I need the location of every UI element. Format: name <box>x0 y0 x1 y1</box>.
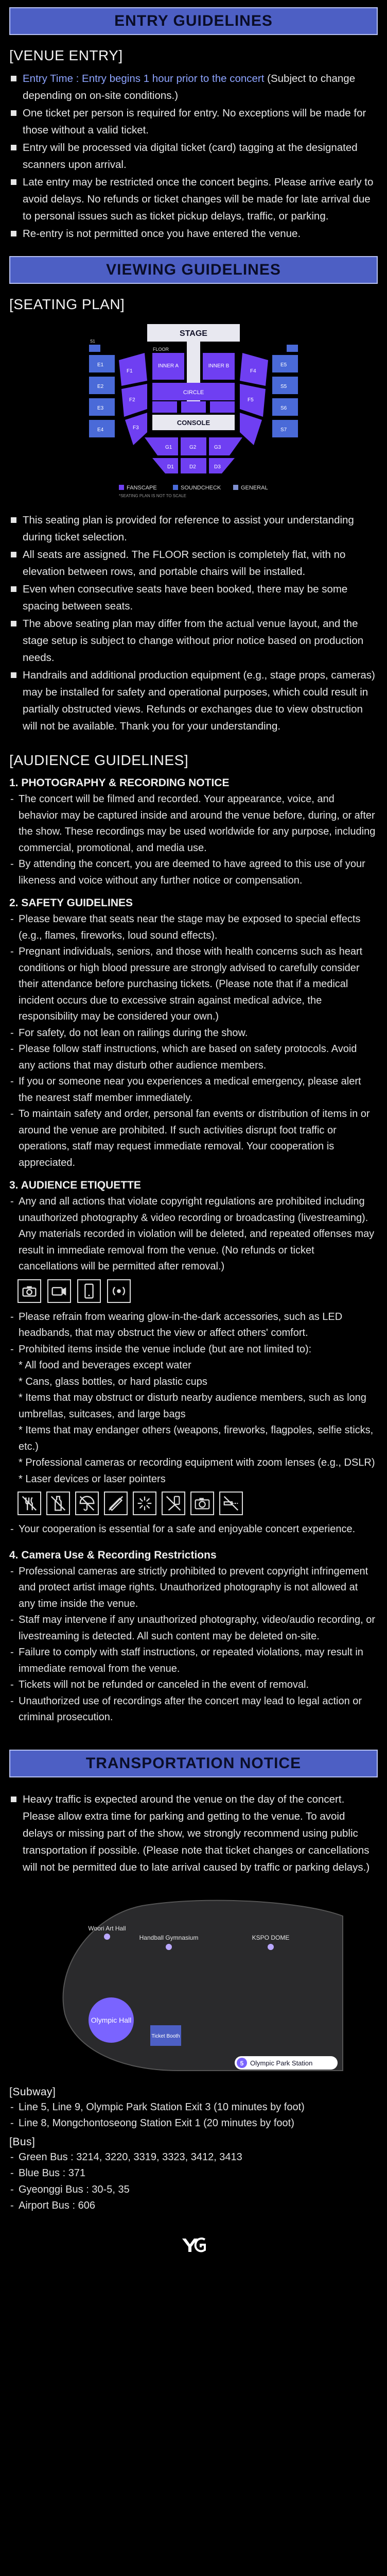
svg-text:F2: F2 <box>129 397 135 403</box>
seating-plan-diagram <box>42 319 345 504</box>
right-sections <box>240 345 298 445</box>
entry-time-highlight: Entry Time : Entry begins 1 hour prior to the concert <box>23 73 265 84</box>
venue-entry-heading: [VENUE ENTRY] <box>9 47 123 63</box>
no-dslr-icon <box>190 1492 214 1515</box>
prohibited-items-list <box>0 1358 387 1487</box>
list-item: - Prohibited items inside the venue include (but are not limited to): <box>10 1342 376 1358</box>
list-item <box>9 174 377 225</box>
svg-text:E5: E5 <box>280 362 287 368</box>
no-camera-icon <box>17 1279 41 1303</box>
list-item <box>9 139 377 173</box>
museum-marker <box>104 1934 110 1940</box>
no-bottle-icon <box>46 1492 70 1515</box>
list-item-text: Late entry may be restricted once the concert begins. Please arrive early to avoid delays. No refunds or ticket changes will be made for late arrival due to personal issues such as ticket pickup delays, traffic, or parking. <box>23 176 374 222</box>
svg-text:S7: S7 <box>280 427 287 433</box>
prohibited-item: * Laser devices or laser pointers <box>19 1473 166 1485</box>
transportation-notice-banner: TRANSPORTATION NOTICE <box>9 1750 378 1777</box>
audience-etiquette-title: 3. AUDIENCE ETIQUETTE <box>9 1179 141 1191</box>
list-item: - Line 8, Mongchontoseong Station Exit 1 (20 minutes by foot) <box>10 2115 376 2132</box>
no-selfie-stick-icon <box>162 1492 185 1515</box>
svg-text:F1: F1 <box>127 368 133 374</box>
svg-text:E1: E1 <box>97 362 104 368</box>
seating-plan-heading: [SEATING PLAN] <box>9 296 125 312</box>
list-item: - Any and all actions that violate copyright regulations are prohibited including unauthorized photography & video recording or broadcasting (livestreaming). Any materials recorded in violation will be deleted, and repeated offenses may result in immediate removal from the venue. (No refunds or ticket cancellations will be permitted after removal.) <box>10 1194 376 1275</box>
list-item-text: One ticket per person is required for entry. No exceptions will be made for those without a valid ticket. <box>23 107 366 136</box>
floor-block <box>152 401 177 413</box>
photography-notice-list <box>0 791 387 889</box>
bus-heading: [Bus] <box>9 2136 36 2148</box>
list-item: - Staff may intervene if any unauthorized photography, video/audio recording, or livestreaming is detected. All such content may be deleted on-site. <box>10 1612 376 1645</box>
inner-a-label: INNER A <box>157 363 179 369</box>
floor-block <box>210 401 235 413</box>
svg-text:S1: S1 <box>90 339 95 344</box>
list-item: - Professional cameras are strictly prohibited to prevent copyright infringement and protect artist image rights. Unauthorized photography is not allowed at any time inside the venue. <box>10 1564 376 1613</box>
prohibited-item: * Items that may endanger others (weapons, fireworks, flagpoles, selfie sticks, etc.) <box>19 1425 374 1452</box>
no-phone-recording-icon <box>77 1279 101 1303</box>
no-food-icon <box>17 1492 41 1515</box>
camera-use-list <box>0 1564 387 1726</box>
svg-text:F3: F3 <box>133 425 139 431</box>
legend-general-swatch <box>233 485 238 490</box>
list-item: - Green Bus : 3214, 3220, 3319, 3323, 3412, 3413 <box>10 2149 376 2166</box>
list-item: - Pregnant individuals, seniors, and those with health concerns such as heart conditions or high blood pressure are strongly advised to carefully consider their attendance before purchasing tickets. (Please note that if a medical incident occurs due to excessive strain against medical advice, the responsibility may be considered your own.) <box>10 944 376 1025</box>
station-label: Olympic Park Station <box>250 2059 313 2067</box>
viewing-guidelines-banner: VIEWING GUIDELINES <box>9 256 378 284</box>
list-item: - Please beware that seats near the stage may be exposed to special effects (e.g., flames, fireworks, loud sound effects). <box>10 911 376 944</box>
svg-text:D1: D1 <box>167 464 174 470</box>
ticket-box-label: Ticket Booth <box>151 2033 180 2039</box>
entry-guidelines-banner: ENTRY GUIDELINES <box>9 7 378 35</box>
list-item: - Tickets will not be refunded or canceled in the event of removal. <box>10 1677 376 1693</box>
etiquette-cooperation <box>0 1521 387 1538</box>
handball-label: Handball Gymnasium <box>139 1934 199 1941</box>
list-item: - Please follow staff instructions, which are based on safety protocols. Avoid any actions that may disturb other audience members. <box>10 1041 376 1074</box>
list-item: - Please refrain from wearing glow-in-the-dark accessories, such as LED headbands, that may obstruct the view or affect others' comfort. <box>10 1309 376 1342</box>
subway-heading: [Subway] <box>9 2086 56 2098</box>
list-item: - Your cooperation is essential for a safe and enjoyable concert experience. <box>10 1521 376 1538</box>
list-item-text: Re-entry is not permitted once you have entered the venue. <box>23 228 301 240</box>
list-item-text: (Subject to change depending on on-site conditions.) <box>23 73 356 101</box>
inner-b-label: INNER B <box>208 363 230 369</box>
svg-text:G1: G1 <box>165 445 172 450</box>
svg-text:G2: G2 <box>189 445 197 450</box>
list-item: - For safety, do not lean on railings during the show. <box>10 1025 376 1042</box>
bus-list <box>0 2149 387 2214</box>
seating-legend <box>119 485 268 498</box>
footer-logo <box>0 2225 387 2265</box>
no-recording-icons <box>0 1275 387 1309</box>
lower-sections <box>145 437 242 473</box>
svg-text:E3: E3 <box>97 405 104 411</box>
list-item: All seats are assigned. The FLOOR section is completely flat, with no elevation between rows, and portable chairs will be installed. <box>9 546 377 580</box>
legend-general: GENERAL <box>241 485 268 491</box>
no-umbrella-icon <box>75 1492 99 1515</box>
etiquette-list <box>0 1194 387 1275</box>
list-item-text: Entry will be processed via digital ticket (card) tagging at the designated scanners upon arrival. <box>23 142 358 171</box>
museum-label: Woori Art Hall <box>88 1924 126 1932</box>
prohibited-item: * All food and beverages except water <box>19 1360 191 1371</box>
prohibited-item: * Cans, glass bottles, or hard plastic cups <box>19 1376 207 1387</box>
venue-entry-list <box>0 70 387 242</box>
list-item: - The concert will be filmed and recorded. Your appearance, voice, and behavior may be captured inside and around the venue before, during, or after the show. These recordings may be used worldwide for any purpose, including commercial, promotional, and media use. <box>10 791 376 856</box>
yg-logo-icon <box>178 2234 209 2255</box>
safety-guidelines-title: 2. SAFETY GUIDELINES <box>9 897 133 909</box>
left-sections <box>89 339 147 445</box>
list-item: - Blue Bus : 371 <box>10 2165 376 2182</box>
list-item: - If you or someone near you experiences a medical emergency, please alert the nearest staff member immediately. <box>10 1074 376 1106</box>
list-item: - Unauthorized use of recordings after the concert may lead to legal action or criminal prosecution. <box>10 1693 376 1726</box>
svg-text:S6: S6 <box>280 405 287 411</box>
console-label: CONSOLE <box>177 419 210 427</box>
audience-guidelines-heading: [AUDIENCE GUIDELINES] <box>9 752 189 768</box>
prohibited-item: * Professional cameras or recording equipment with zoom lenses (e.g., DSLR) <box>19 1457 375 1468</box>
list-item: Heavy traffic is expected around the venue on the day of the concert. Please allow extra time for parking and getting to the venue. To avoid delays or missing part of the show, we strongly recommend using public transportation if possible. (Please note that ticket changes or cancellations will not be permitted due to late arrival caused by traffic or parking delays.) <box>9 1791 377 1876</box>
line5-label: 5 <box>240 2059 244 2067</box>
venue-map <box>34 1885 353 2081</box>
list-item <box>9 225 377 242</box>
circle-label: CIRCLE <box>183 389 204 396</box>
svg-text:G3: G3 <box>214 445 221 450</box>
list-item <box>9 105 377 139</box>
no-fireworks-icon <box>133 1492 156 1515</box>
list-item: - To maintain safety and order, personal fan events or distribution of items in or around the venue are prohibited. If such activities disrupt foot traffic or operations, staff may request immediate removal. Your cooperation is appreciated. <box>10 1106 376 1171</box>
kspo-label: KSPO DOME <box>252 1934 290 1941</box>
prohibited-item: * Items that may obstruct or disturb nearby audience members, such as long umbrellas, suitcases, and large bags <box>19 1392 366 1420</box>
list-item: Handrails and additional production equipment (e.g., stage props, cameras) may be installed for safety and operational purposes, which could result in partially obstructed views. Refunds or exchanges due to view obstruction will not be available. Thank you for your understanding. <box>9 667 377 735</box>
transport-list <box>0 1791 387 1876</box>
list-item: - Line 5, Line 9, Olympic Park Station Exit 3 (10 minutes by foot) <box>10 2099 376 2116</box>
svg-text:D2: D2 <box>189 464 196 470</box>
list-item: - Airport Bus : 606 <box>10 2198 376 2214</box>
svg-text:E2: E2 <box>97 384 104 389</box>
list-item <box>9 70 377 104</box>
list-item: The above seating plan may differ from the actual venue layout, and the stage setup is subject to change without prior notice based on production needs. <box>9 615 377 666</box>
handball-marker <box>166 1944 172 1950</box>
viewing-list <box>0 512 387 735</box>
safety-guidelines-list <box>0 911 387 1171</box>
svg-text:F4: F4 <box>250 368 256 374</box>
no-video-icon <box>47 1279 71 1303</box>
etiquette-list-b <box>0 1309 387 1358</box>
legend-soundcheck-swatch <box>173 485 178 490</box>
svg-text:S5: S5 <box>280 384 287 389</box>
olympic-hall-label: Olympic Hall <box>91 2015 132 2024</box>
legend-fanscape: FANSCAPE <box>127 485 157 491</box>
stage-label: STAGE <box>180 329 207 338</box>
no-weapon-icon <box>104 1492 128 1515</box>
floor-label: FLOOR <box>153 347 169 352</box>
photography-notice-title: 1. PHOTOGRAPHY & RECORDING NOTICE <box>9 777 230 789</box>
svg-text:D3: D3 <box>214 464 221 470</box>
list-item: Even when consecutive seats have been booked, there may be some spacing between seats. <box>9 581 377 615</box>
svg-text:E4: E4 <box>97 427 104 433</box>
seating-plan <box>0 319 387 504</box>
floor-block <box>181 401 206 413</box>
camera-use-title: 4. Camera Use & Recording Restrictions <box>9 1549 217 1561</box>
list-item: This seating plan is provided for reference to assist your understanding during ticket selection. <box>9 512 377 546</box>
no-livestream-icon <box>107 1279 131 1303</box>
no-laser-icon <box>219 1492 243 1515</box>
svg-text:F5: F5 <box>248 397 254 403</box>
legend-soundcheck: SOUNDCHECK <box>181 485 221 491</box>
subway-list <box>0 2099 387 2132</box>
legend-fanscape-swatch <box>119 485 124 490</box>
kspo-marker <box>268 1944 274 1950</box>
list-item: - By attending the concert, you are deemed to have agreed to this use of your likeness and voice without any further notice or compensation. <box>10 856 376 889</box>
list-item: - Failure to comply with staff instructions, or repeated violations, may result in immediate removal from the venue. <box>10 1645 376 1677</box>
seating-plan-note: *SEATING PLAN IS NOT TO SCALE <box>119 494 187 498</box>
prohibited-items-icons <box>0 1487 387 1521</box>
list-item: - Gyeonggi Bus : 30-5, 35 <box>10 2182 376 2198</box>
